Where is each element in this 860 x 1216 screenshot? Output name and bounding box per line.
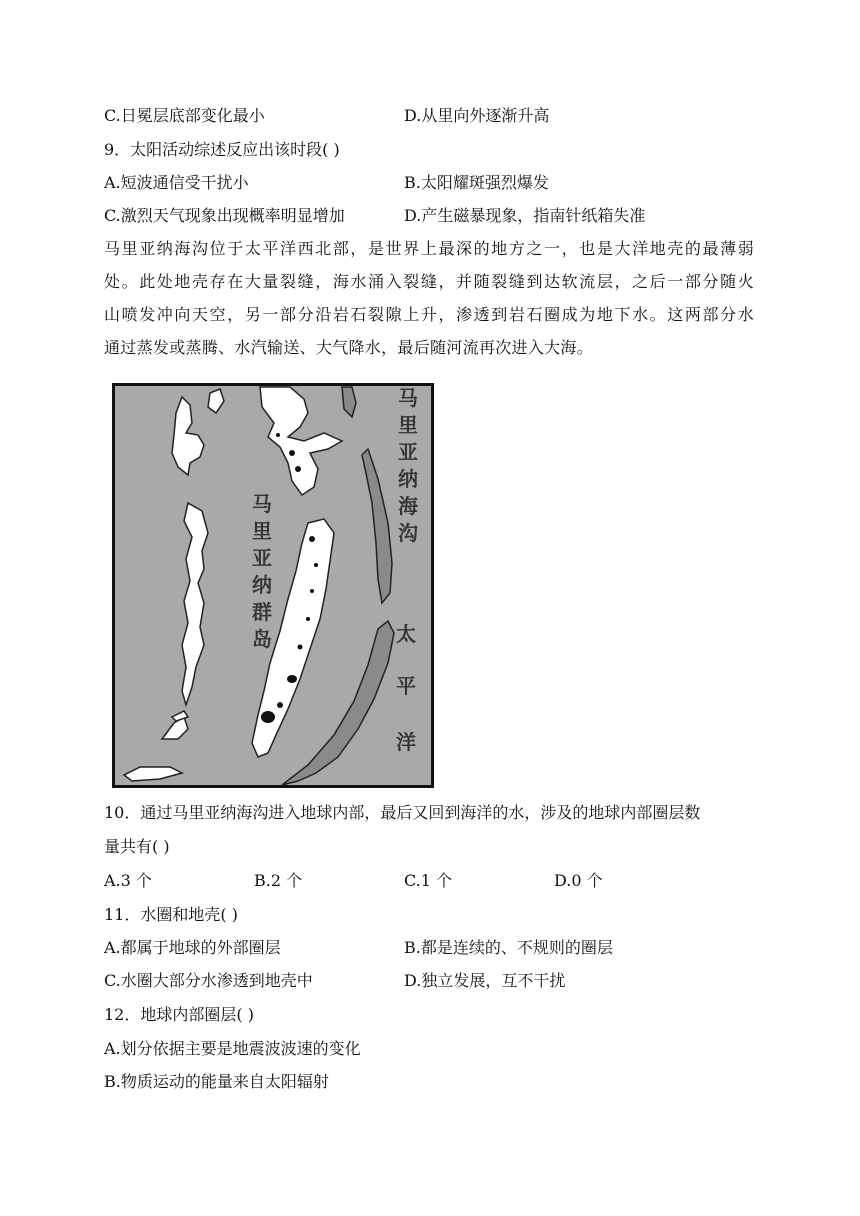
q12-option-a: A.划分依据主要是地震波波速的变化 xyxy=(104,1039,361,1058)
islands-label-char: 岛 xyxy=(252,627,272,651)
trench-label-char: 纳 xyxy=(398,467,418,491)
q11-option-a: A.都属于地球的外部圈层 xyxy=(104,938,281,957)
islands-label-char: 亚 xyxy=(252,546,272,570)
q9-option-c: C.激烈天气现象出现概率明显增加 xyxy=(104,206,345,225)
q9-stem: 9．太阳活动综述反应出该时段( ) xyxy=(104,140,340,159)
q10-option-a: A.3 个 xyxy=(104,871,152,890)
passage-line: 马里亚纳海沟位于太平洋西北部，是世界上最深的地方之一，也是大洋地壳的最薄弱 xyxy=(104,239,754,258)
trench-label-char: 海 xyxy=(398,494,418,518)
q11-stem: 11．水圈和地壳( ) xyxy=(104,905,238,924)
trench-label-char: 沟 xyxy=(398,521,418,545)
q8-option-c: C.日冕层底部变化最小 xyxy=(104,106,265,125)
mariana-map xyxy=(112,383,434,788)
q9-option-b: B.太阳耀斑强烈爆发 xyxy=(404,173,549,192)
ocean-label xyxy=(396,622,416,754)
passage-line: 通过蒸发或蒸腾、水汽输送、大气降水，最后随河流再次进入大海。 xyxy=(104,338,594,357)
q10-stem-line2: 量共有( ) xyxy=(104,837,170,856)
q11-option-d: D.独立发展，互不干扰 xyxy=(404,971,566,990)
q9-option-a: A.短波通信受干扰小 xyxy=(104,173,249,192)
q10-option-c: C.1 个 xyxy=(404,871,453,890)
trench-label-char: 马 xyxy=(398,386,418,410)
q11-option-b: B.都是连续的、不规则的圈层 xyxy=(404,938,613,957)
passage-line: 山喷发冲向天空，另一部分沿岩石裂隙上升，渗透到岩石圈成为地下水。这两部分水 xyxy=(104,305,754,324)
passage xyxy=(104,232,754,364)
islands-label-char: 纳 xyxy=(252,573,272,597)
q12-option-b: B.物质运动的能量来自太阳辐射 xyxy=(104,1072,329,1091)
q8-option-d: D.从里向外逐渐升高 xyxy=(404,106,550,125)
q11-option-c: C.水圈大部分水渗透到地壳中 xyxy=(104,971,313,990)
islands-label-char: 里 xyxy=(252,519,272,543)
q10-stem-line1: 10．通过马里亚纳海沟进入地球内部，最后又回到海洋的水，涉及的地球内部圈层数 xyxy=(104,803,701,822)
q10-option-b: B.2 个 xyxy=(254,871,303,890)
ocean-label-char: 太 xyxy=(396,622,416,646)
trench-label-char: 里 xyxy=(398,413,418,437)
trench-label-char: 亚 xyxy=(398,440,418,464)
islands-label-char: 群 xyxy=(252,600,272,624)
q9-option-d: D.产生磁暴现象，指南针纸箱失准 xyxy=(404,206,646,225)
q12-stem: 12．地球内部圈层( ) xyxy=(104,1005,254,1024)
islands-label-char: 马 xyxy=(252,492,272,516)
passage-line: 处。此处地壳存在大量裂缝，海水涌入裂缝，并随裂缝到达软流层，之后一部分随火 xyxy=(104,272,754,291)
ocean-label-char: 平 xyxy=(396,674,416,698)
ocean-label-char: 洋 xyxy=(396,730,416,754)
q10-option-d: D.0 个 xyxy=(554,871,603,890)
